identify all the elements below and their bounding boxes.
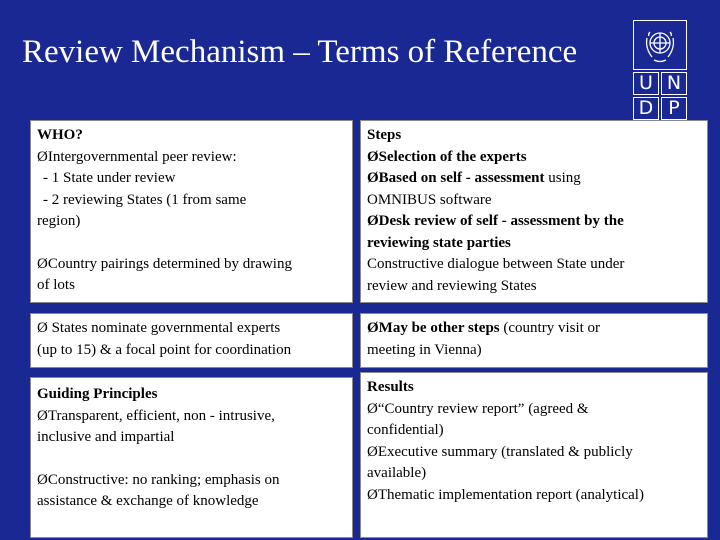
slide-title: Review Mechanism – Terms of Reference bbox=[22, 34, 578, 70]
logo-letter-d: D bbox=[633, 97, 659, 120]
steps-item-omnibus: OMNIBUS software bbox=[367, 191, 492, 208]
logo-letter-u: U bbox=[633, 72, 659, 95]
principles-item-constructive-cont: assistance & exchange of knowledge bbox=[37, 493, 259, 509]
steps-item-dialogue: Constructive dialogue between State under bbox=[367, 256, 625, 272]
results-item-executive-summary: ØExecutive summary (translated & publicly bbox=[367, 443, 633, 460]
steps-item-self-assessment-pre: ØBased on bbox=[367, 170, 441, 186]
steps-item-self-assessment bbox=[367, 168, 701, 190]
who-subitem-reviewing-states-cont: region) bbox=[37, 213, 81, 229]
nominate-line-2: (up to 15) & a focal point for coordination bbox=[37, 341, 292, 358]
other-steps-bold: ØMay be other steps bbox=[367, 320, 500, 336]
principles-box bbox=[30, 377, 353, 538]
results-item-executive-summary-cont: available) bbox=[367, 465, 427, 481]
who-item-country-pairings-cont: of lots bbox=[37, 277, 75, 293]
steps-item-dialogue-cont: review and reviewing States bbox=[367, 277, 537, 294]
nominate-line-1: Ø States nominate governmental experts bbox=[37, 320, 281, 336]
results-item-country-report: Ø“Country review report” (agreed & bbox=[367, 400, 589, 417]
results-item-country-report-cont: confidential) bbox=[367, 422, 444, 438]
who-box bbox=[30, 120, 353, 303]
other-steps-box bbox=[360, 313, 708, 368]
steps-box bbox=[360, 120, 708, 303]
logo-letter-n: N bbox=[661, 72, 687, 95]
who-item-peer-review: ØIntergovernmental peer review: bbox=[37, 148, 237, 165]
principles-item-transparent-cont: inclusive and impartial bbox=[37, 429, 175, 445]
steps-item-selection: ØSelection of the experts bbox=[367, 148, 527, 165]
undp-logo bbox=[632, 20, 688, 120]
who-subitem-reviewing-states: - 2 reviewing States (1 from same bbox=[43, 191, 247, 208]
who-subitem-state-under-review: - 1 State under review bbox=[43, 170, 176, 186]
results-item-thematic-report: ØThematic implementation report (analytical) bbox=[367, 486, 644, 503]
principles-item-transparent: ØTransparent, efficient, non - intrusive, bbox=[37, 407, 275, 424]
principles-item-constructive: ØConstructive: no ranking; emphasis on bbox=[37, 471, 280, 488]
results-heading: Results bbox=[367, 379, 414, 395]
who-heading: WHO? bbox=[37, 127, 83, 143]
steps-heading: Steps bbox=[367, 127, 402, 143]
un-emblem-icon bbox=[633, 20, 687, 70]
who-item-country-pairings: ØCountry pairings determined by drawing bbox=[37, 255, 292, 272]
other-steps-rest: (country visit or bbox=[499, 320, 601, 336]
principles-heading: Guiding Principles bbox=[37, 386, 158, 402]
other-steps-line-1 bbox=[367, 318, 701, 340]
other-steps-line-2: meeting in Vienna) bbox=[367, 341, 482, 358]
nominate-box bbox=[30, 313, 353, 368]
steps-item-desk-review: ØDesk review of self - assessment by the bbox=[367, 213, 624, 229]
steps-item-self-assessment-post: using bbox=[544, 170, 581, 186]
logo-letter-p: P bbox=[661, 97, 687, 120]
steps-item-self-assessment-bold: self - assessment bbox=[440, 170, 545, 186]
results-box bbox=[360, 372, 708, 538]
steps-item-desk-review-cont: reviewing state parties bbox=[367, 234, 511, 251]
